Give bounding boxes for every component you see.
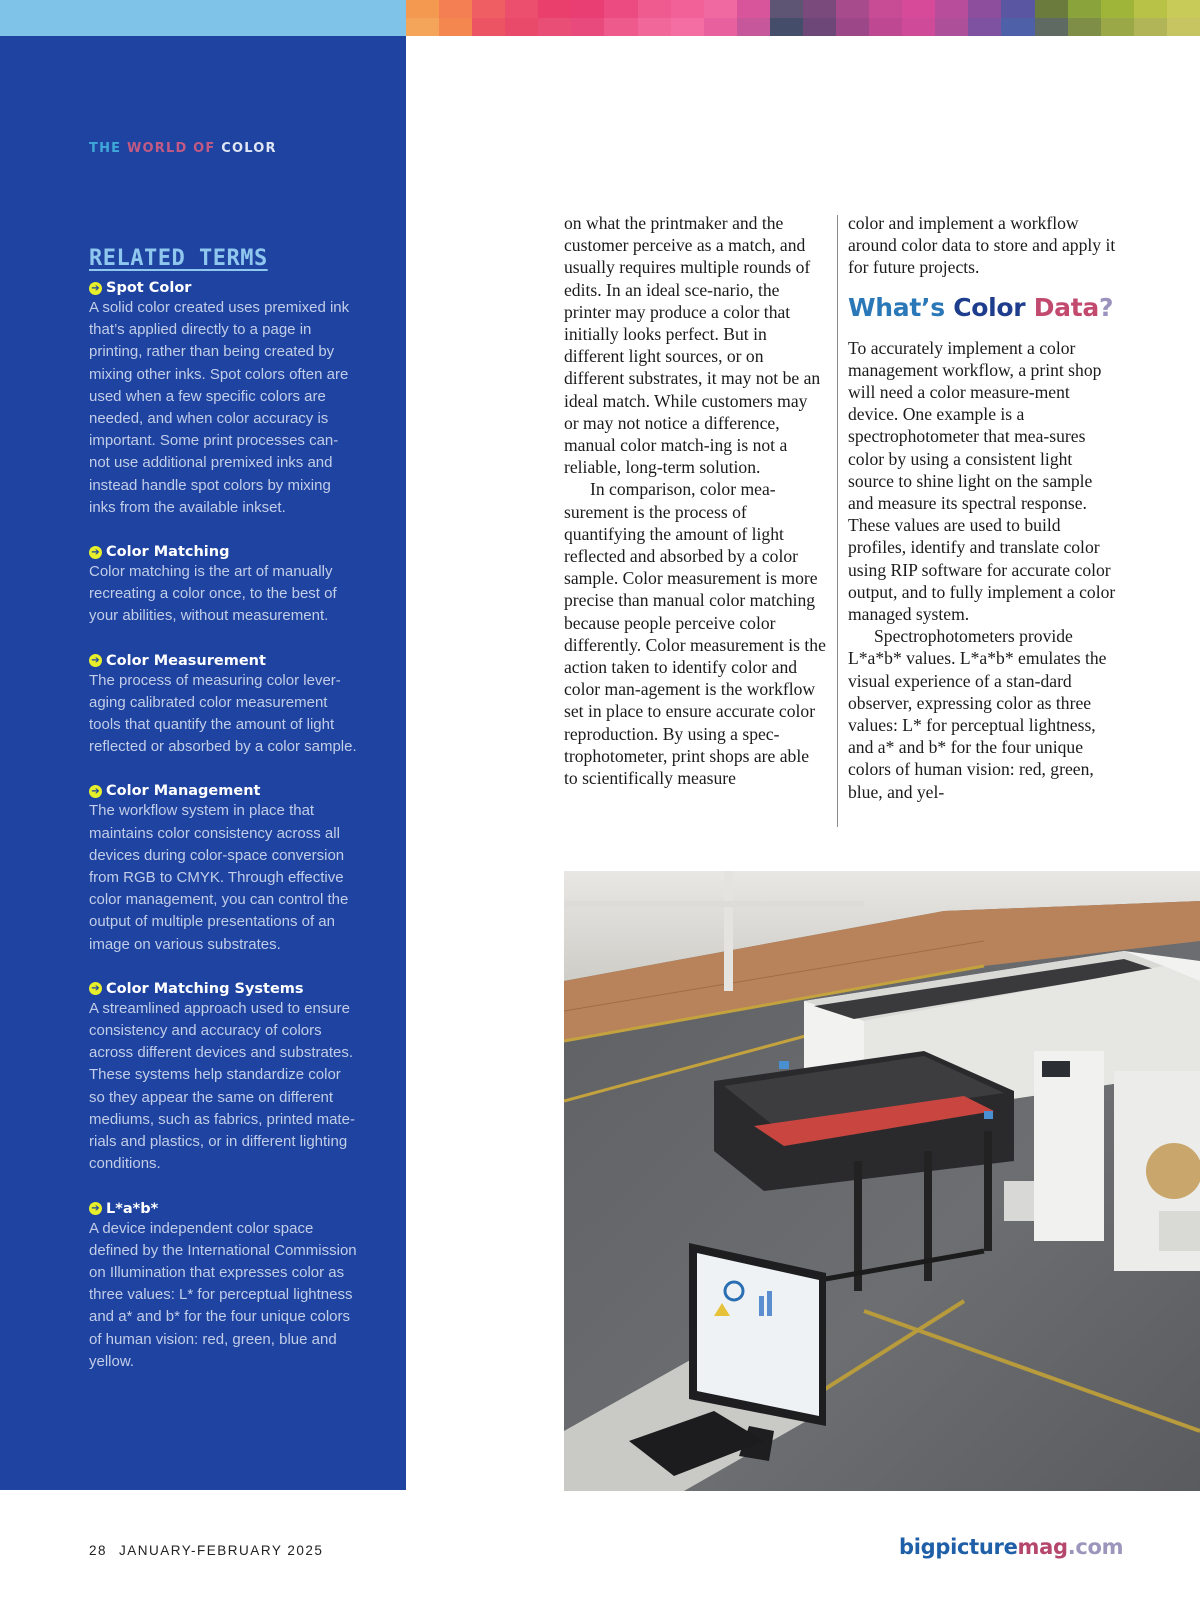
term-definition: The workflow system in place that maintains color consistency across all devices during color-space conversion from RGB to CMYK. Through effective color management, you can control the output of multiple presentations of an image on various substrates.	[89, 802, 349, 953]
term-name: Color Measurement	[106, 652, 266, 669]
term-spot-color	[89, 280, 359, 519]
color-mosaic-strip	[406, 0, 1200, 36]
mosaic-tile	[1134, 0, 1167, 18]
term-definition: A streamlined approach used to ensure consistency and accuracy of colors across different devices and substrates. These systems help standardize color so they appear the same on different mediums, such as fabrics, printed mate-rials and plastics, or in different lighting conditions.	[89, 999, 355, 1173]
printer-illustration	[564, 871, 1200, 1491]
arrow-right-icon: ➔	[89, 282, 102, 295]
mosaic-tile	[671, 18, 704, 36]
kicker-part-1: THE	[89, 141, 127, 156]
body-paragraph: on what the printmaker and the customer perceive as a match, and usually requires multiple rounds of edits. In an ideal sce-nario, the printer may produce a color that initially looks perfect. But in different light sources, or on different substrates, it may not be an ideal match. While customers may or may not notice a difference, manual color match-ing is not a reliable, long-term solution.	[564, 213, 821, 478]
issue-date: JANUARY-FEBRUARY 2025	[119, 1543, 324, 1558]
arrow-right-icon: ➔	[89, 654, 102, 667]
mosaic-tile	[1167, 0, 1200, 18]
article-column-1	[564, 212, 826, 789]
mosaic-tile	[704, 0, 737, 18]
mosaic-tile	[406, 18, 439, 36]
body-paragraph: Spectrophotometers provide L*a*b* values. L*a*b* emulates the visual experience of a stan-dard observer, expressing color as three values: L* for perceptual lightness, and a* and b* for the four unique colors of human vision: red, green, blue, and yel-	[848, 626, 1107, 802]
mosaic-tile	[671, 0, 704, 18]
term-name: Color Matching Systems	[106, 980, 304, 997]
subhead-part-2: Color	[953, 292, 1034, 322]
kicker-part-2: WORLD OF	[126, 141, 222, 156]
site-part-1: bigpicture	[899, 1535, 1018, 1559]
mosaic-tile	[1101, 0, 1134, 18]
term-color-management	[89, 783, 359, 955]
subhead-part-1: What’s	[848, 292, 954, 322]
term-definition: The process of measuring color lever-aging calibrated color measurement tools that quantify the amount of light reflected or absorbed by a color sample.	[89, 671, 357, 756]
mosaic-tile	[737, 18, 770, 36]
mosaic-tile	[571, 0, 604, 18]
mosaic-tile	[1001, 18, 1034, 36]
term-name: Color Matching	[106, 544, 230, 561]
term-name: Color Management	[106, 783, 261, 800]
mosaic-tile	[505, 0, 538, 18]
mosaic-tile	[439, 18, 472, 36]
subhead-part-3: Data	[1033, 292, 1099, 322]
mosaic-tile	[737, 0, 770, 18]
term-definition: A device independent color space defined by the International Commission on Illumination that expresses color as three values: L* for perceptual lightness and a* and b* for the four unique colors of human vision: red, green, blue and yellow.	[89, 1219, 357, 1370]
arrow-right-icon: ➔	[89, 785, 102, 798]
arrow-right-icon: ➔	[89, 546, 102, 559]
mosaic-tile	[902, 0, 935, 18]
arrow-right-icon: ➔	[89, 1202, 102, 1215]
article-column-2	[848, 212, 1118, 803]
mosaic-tile	[538, 18, 571, 36]
subhead-part-4: ?	[1098, 292, 1114, 322]
mosaic-tile	[935, 18, 968, 36]
mosaic-tile	[505, 18, 538, 36]
mosaic-tile	[472, 18, 505, 36]
mosaic-tile	[836, 18, 869, 36]
mosaic-tile	[935, 0, 968, 18]
term-color-matching	[89, 544, 359, 628]
mosaic-tile	[604, 0, 637, 18]
mosaic-tile	[538, 0, 571, 18]
mosaic-tile	[803, 0, 836, 18]
footer-site-link[interactable]	[899, 1535, 1123, 1559]
mosaic-tile	[1101, 18, 1134, 36]
mosaic-tile	[704, 18, 737, 36]
body-paragraph: In comparison, color mea-surement is the process of quantifying the amount of light reflected and absorbed by a color sample. Color measurement is more precise than manual color matching because people perceive color differently. Color measurement is the action taken to identify color and color man-agement is the workflow set in place to ensure accurate color reproduction. By using a spec-trophotometer, print shops are able to scientifically measure	[564, 479, 826, 789]
arrow-right-icon: ➔	[89, 982, 102, 995]
mosaic-tile	[1068, 18, 1101, 36]
mosaic-tile	[902, 18, 935, 36]
mosaic-tile	[638, 0, 671, 18]
term-name: L*a*b*	[106, 1200, 159, 1217]
term-definition: Color matching is the art of manually recreating a color once, to the best of your abilities, without measurement.	[89, 563, 337, 625]
mosaic-tile	[1001, 0, 1034, 18]
mosaic-tile	[869, 0, 902, 18]
term-color-measurement	[89, 653, 359, 759]
column-divider	[837, 215, 838, 827]
body-paragraph: To accurately implement a color management workflow, a print shop will need a color measure-ment device. One example is a spectrophotometer that mea-sures color by using a consistent light source to shine light on the sample and measure its spectral response. These values are used to build profiles, identify and translate color using RIP software for accurate color output, and to fully implement a color managed system.	[848, 337, 1116, 625]
mosaic-tile	[869, 18, 902, 36]
site-part-3: .com	[1067, 1535, 1124, 1559]
mosaic-tile	[1167, 18, 1200, 36]
section-subhead	[848, 291, 1118, 325]
kicker-part-3: COLOR	[221, 141, 277, 156]
site-part-2: mag	[1017, 1535, 1068, 1559]
mosaic-tile	[604, 18, 637, 36]
sky-blue-band	[0, 0, 406, 36]
term-name: Spot Color	[106, 280, 192, 296]
body-paragraph: color and implement a workflow around color data to store and apply it for future projects.	[848, 213, 1116, 278]
mosaic-tile	[638, 18, 671, 36]
mosaic-tile	[770, 18, 803, 36]
term-lab	[89, 1201, 359, 1373]
terms-list	[89, 280, 359, 1398]
sidebar-title: RELATED TERMS	[89, 246, 268, 271]
mosaic-tile	[406, 0, 439, 18]
mosaic-tile	[1068, 0, 1101, 18]
top-color-bar	[0, 0, 1200, 36]
mosaic-tile	[968, 18, 1001, 36]
footer-folio	[89, 1543, 323, 1558]
mosaic-tile	[472, 0, 505, 18]
mosaic-tile	[439, 0, 472, 18]
term-definition: A solid color created uses premixed ink that’s applied directly to a page in printing, rather than being created by mixing other inks. Spot colors often are used when a few specific colors are needed, and when color accuracy is important. Some print processes can-not use additional premixed inks and instead handle spot colors by mixing inks from the available inkset.	[89, 299, 350, 516]
section-kicker	[89, 141, 277, 156]
mosaic-tile	[1035, 18, 1068, 36]
mosaic-tile	[770, 0, 803, 18]
mosaic-tile	[1134, 18, 1167, 36]
mosaic-tile	[571, 18, 604, 36]
mosaic-tile	[836, 0, 869, 18]
printer-photo	[564, 871, 1200, 1491]
mosaic-tile	[803, 18, 836, 36]
mosaic-tile	[1035, 0, 1068, 18]
page-number: 28	[89, 1543, 108, 1558]
term-color-matching-systems	[89, 981, 359, 1176]
mosaic-tile	[968, 0, 1001, 18]
